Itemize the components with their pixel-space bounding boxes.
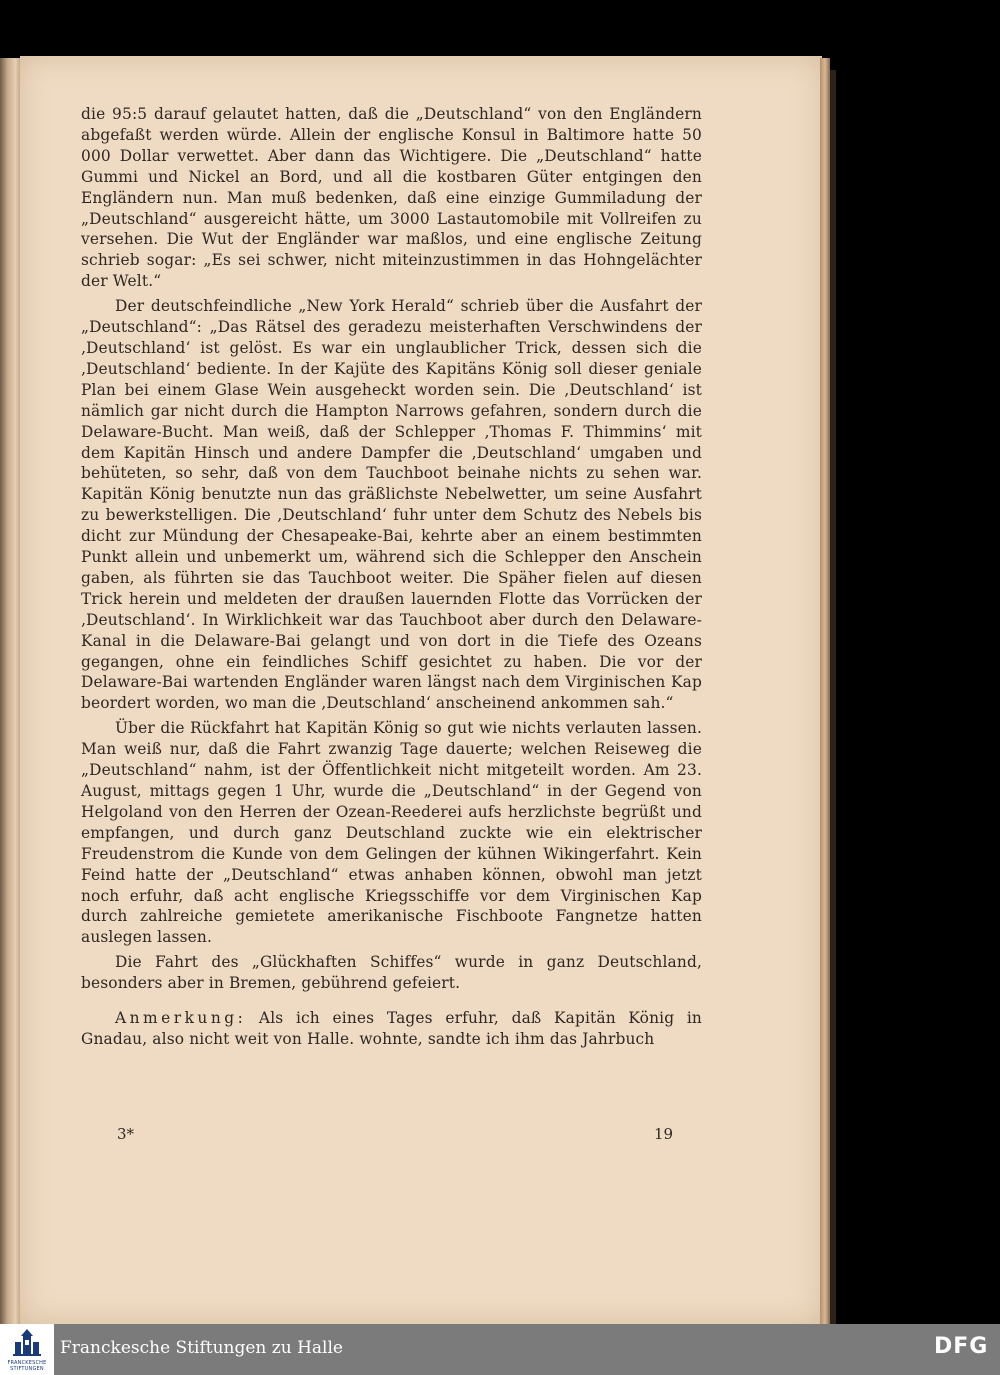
page-stack-edge (820, 58, 830, 1324)
page-number: 19 (654, 1125, 674, 1143)
note-label: Anmerkung: (115, 1009, 247, 1028)
adjacent-page-edge (0, 58, 22, 1324)
note-text: Als ich eines Tages erfuhr, daß Kapitän König in Gnadau, also nicht weit von Halle. wohnte, sandte ich ihm das Jahrbuch (81, 1009, 702, 1048)
page-body-text (81, 104, 702, 1050)
francke-logo[interactable] (0, 1324, 54, 1375)
logo-text: FRANCKESCHE STIFTUNGEN (7, 1360, 47, 1372)
paragraph-4: Die Fahrt des „Glückhaften Schiffes“ wurde in ganz Deutschland, besonders aber in Bremen, gebührend gefeiert. (81, 953, 702, 993)
note-paragraph (81, 1008, 702, 1050)
signature-mark: 3* (117, 1125, 135, 1143)
paragraph-1: die 95:5 darauf gelautet hatten, daß die „Deutschland“ von den Engländern abgefaßt werden würde. Allein der englische Konsul in Baltimore hatte 50 000 Dollar verwettet. Aber dann das Wichtigere. Die „Deutschland“ hatte Gummi und Nickel an Bord, und all die kostbaren Güter entgingen den Engländern nun. Man muß bedenken, daß eine einzige Gummiladung der „Deutschland“ ausgereicht hätte, um 3000 Lastautomobile mit Vollreifen zu versehen. Die Wut der Engländer war maßlos, und eine englische Zeitung schrieb sogar: „Es sei schwer, nicht miteinzustimmen in das Hohngelächter der Welt.“ (81, 105, 702, 291)
building-icon (11, 1328, 43, 1358)
institution-name[interactable]: Franckesche Stiftungen zu Halle (60, 1338, 343, 1358)
paragraph-3: Über die Rückfahrt hat Kapitän König so gut wie nichts verlauten lassen. Man weiß nur, daß die Fahrt zwanzig Tage dauerte; welchen Reiseweg die „Deutschland“ nahm, ist der Öffentlichkeit nicht mitgeteilt worden. Am 23. August, mittags gegen 1 Uhr, wurde die „Deutschland“ in der Gegend von Helgoland von den Herren der Ozean-Reederei aufs herzlichste begrüßt und empfangen, und durch ganz Deutschland zuckte wie ein elektrischer Freudenstrom die Kunde von dem Gelingen der kühnen Wikingerfahrt. Kein Feind hatte der „Deutschland“ etwas anhaben können, obwohl man jetzt noch erfuhr, daß acht englische Kriegsschiffe vor dem Virginischen Kap durch zahlreiche gemietete amerikanische Fischboote Fangnetze hatten auslegen lassen. (81, 719, 702, 947)
paragraph-2: Der deutschfeindliche „New York Herald“ schrieb über die Ausfahrt der „Deutschland“: „Das Rätsel des geradezu meisterhaften Verschwindens der ‚Deutschland‘ ist gelöst. Es war ein unglaublicher Trick, dessen sich die ‚Deutschland‘ bediente. In der Kajüte des Kapitäns König soll dieser geniale Plan bei einem Glase Wein ausgeheckt worden sein. Die ‚Deutschland‘ ist nämlich gar nicht durch die Hampton Narrows gefahren, sondern durch die Delaware-Bucht. Man weiß, daß der Schlepper ‚Thomas F. Thimmins‘ mit dem Kapitän Hinsch und andere Dampfer die ‚Deutschland‘ umgaben und behüteten, so sehr, daß von dem Tauchboot beinahe nichts zu sehen war. Kapitän König benutzte nun das gräßlichste Nebelwetter, um seine Ausfahrt zu bewerkstelligen. Die ‚Deutschland‘ fuhr unter dem Schutz des Nebels bis dicht zur Mündung der Chesapeake-Bai, kehrte aber an einem bestimmten Punkt allein und unbemerkt um, während sich die Schlepper den Anschein gaben, als führten sie das Tauchboot weiter. Die Späher fielen auf diesen Trick herein und meldeten der draußen lauernden Flotte das Vorrücken der ‚Deutschland‘. In Wirklichkeit war das Tauchboot aber durch den Delaware-Kanal in die Delaware-Bai gelangt und von dort in die Tiefe des Ozeans gegangen, ohne ein feindliches Schiff gesichtet zu haben. Die vor der Delaware-Bai wartenden Engländer waren längst nach dem Virginischen Kap beordert worden, wo man die ‚Deutschland‘ anscheinend ankommen sah.“ (81, 297, 702, 713)
binding-shadow (830, 70, 836, 1324)
dfg-logo[interactable]: DFG (934, 1334, 989, 1359)
